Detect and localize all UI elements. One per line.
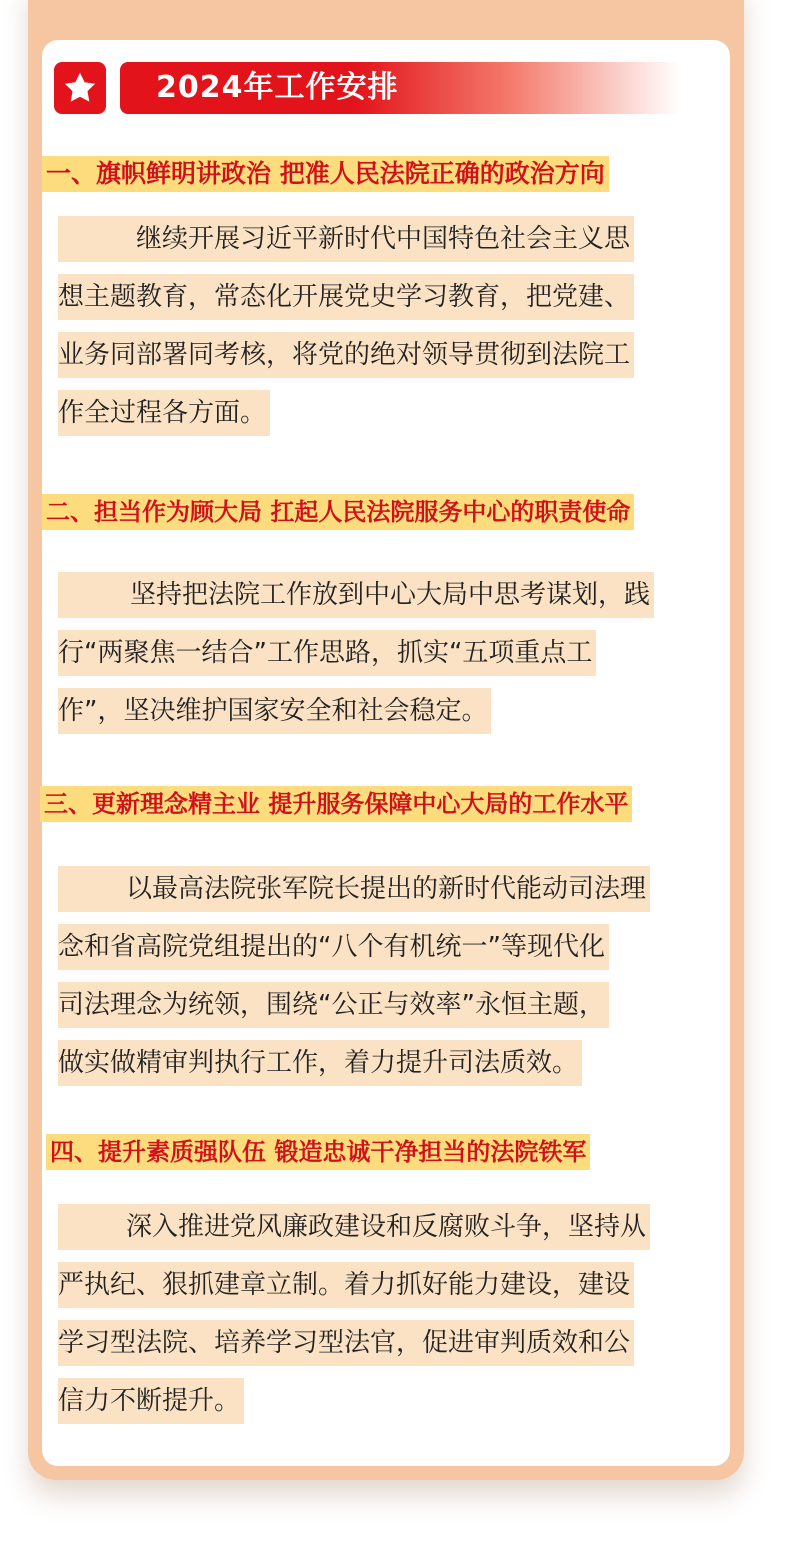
body-line: 做实做精审判执行工作，着力提升司法质效。 [58,1040,582,1086]
section-body-4 [58,1204,650,1436]
body-line: 业务同部署同考核，将党的绝对领导贯彻到法院工 [58,332,634,378]
body-line: 念和省高院党组提出的“八个有机统一”等现代化 [58,924,609,970]
body-line: 严执纪、狠抓建章立制。着力抓好能力建设，建设 [58,1262,634,1308]
section-heading-4: 四、提升素质强队伍 锻造忠诚干净担当的法院铁军 [46,1134,590,1170]
star-icon [62,70,98,106]
body-line: 深入推进党风廉政建设和反腐败斗争，坚持从 [58,1204,650,1250]
body-line: 坚持把法院工作放到中心大局中思考谋划，践 [58,572,654,618]
body-line: 作全过程各方面。 [58,390,270,436]
star-badge [54,62,106,114]
body-line: 行“两聚焦一结合”工作思路，抓实“五项重点工 [58,630,596,676]
page-title: 2024年工作安排 [156,70,399,105]
body-line: 司法理念为统领，围绕“公正与效率”永恒主题， [58,982,609,1028]
body-line: 继续开展习近平新时代中国特色社会主义思 [58,216,634,262]
body-line: 想主题教育，常态化开展党史学习教育，把党建、 [58,274,634,320]
section-heading-1: 一、旗帜鲜明讲政治 把准人民法院正确的政治方向 [42,156,609,192]
body-line: 以最高法院张军院长提出的新时代能动司法理 [58,866,650,912]
body-line: 作”，坚决维护国家安全和社会稳定。 [58,688,491,734]
section-heading-3: 三、更新理念精主业 提升服务保障中心大局的工作水平 [40,786,632,822]
section-body-2 [58,572,654,746]
section-banner [120,62,680,114]
section-body-1 [58,216,634,448]
section-body-3 [58,866,650,1098]
section-heading-2: 二、担当作为顾大局 扛起人民法院服务中心的职责使命 [42,494,634,530]
body-line: 信力不断提升。 [58,1378,244,1424]
body-line: 学习型法院、培养学习型法官，促进审判质效和公 [58,1320,634,1366]
